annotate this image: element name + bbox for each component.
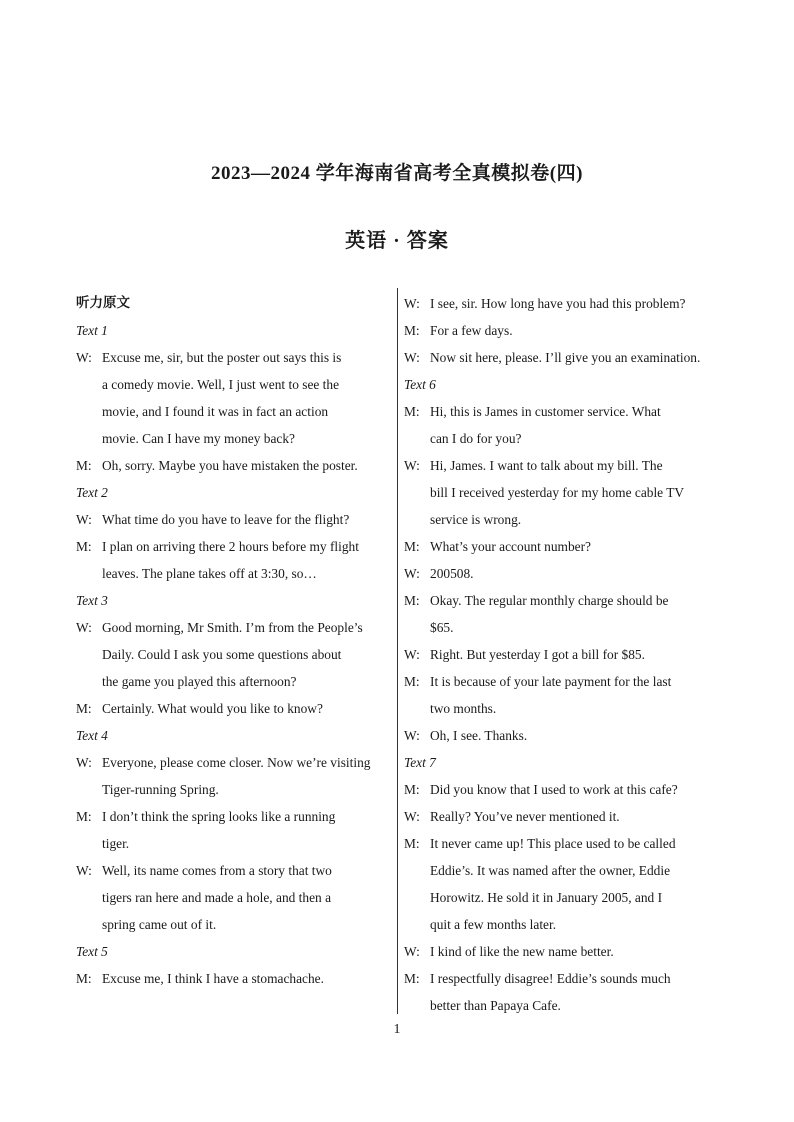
dialogue-text: Hi, James. I want to talk about my bill. The — [430, 458, 663, 473]
dialogue-line — [76, 695, 392, 722]
speaker-label: M: — [404, 674, 420, 689]
dialogue-line — [404, 317, 722, 344]
dialogue-line — [76, 803, 392, 830]
dialogue-text: Did you know that I used to work at this cafe? — [430, 782, 678, 797]
page-number: 1 — [393, 1022, 401, 1037]
right-transcript — [404, 290, 722, 1019]
dialogue-text: Oh, sorry. Maybe you have mistaken the poster. — [102, 458, 358, 473]
dialogue-continuation: service is wrong. — [430, 512, 522, 527]
speaker-label: M: — [404, 404, 420, 419]
speaker-label: W: — [404, 296, 420, 311]
dialogue-text: It never came up! This place used to be called — [430, 836, 676, 851]
dialogue-text: Well, its name comes from a story that two — [102, 863, 332, 878]
dialogue-continuation: leaves. The plane takes off at 3:30, so… — [102, 566, 317, 581]
dialogue-continuation: tigers ran here and made a hole, and then a — [102, 890, 332, 905]
dialogue-text: 200508. — [430, 566, 474, 581]
dialogue-text: Excuse me, I think I have a stomachache. — [102, 971, 324, 986]
dialogue-text: What’s your account number? — [430, 539, 592, 554]
text-label: Text 1 — [76, 323, 108, 338]
dialogue-continuation: the game you played this afternoon? — [102, 674, 297, 689]
text-label: Text 3 — [76, 593, 108, 608]
speaker-label: M: — [76, 458, 92, 473]
dialogue-continuation: two months. — [430, 701, 497, 716]
dialogue-continuation: $65. — [430, 620, 454, 635]
dialogue-text: I don’t think the spring looks like a running — [102, 809, 336, 824]
dialogue-line — [404, 290, 722, 317]
dialogue-text: I kind of like the new name better. — [430, 944, 614, 959]
speaker-label: W: — [76, 863, 92, 878]
dialogue-line — [404, 398, 722, 425]
dialogue-text: Excuse me, sir, but the poster out says this is — [102, 350, 342, 365]
dialogue-line — [404, 830, 722, 857]
dialogue-text: Everyone, please come closer. Now we’re visiting — [102, 755, 371, 770]
speaker-label: W: — [76, 620, 92, 635]
dialogue-line — [76, 344, 392, 371]
right-column — [404, 290, 722, 1019]
dialogue-line — [76, 749, 392, 776]
speaker-label: M: — [404, 593, 420, 608]
dialogue-text: Certainly. What would you like to know? — [102, 701, 323, 716]
dialogue-line — [76, 506, 392, 533]
dialogue-continuation: quit a few months later. — [430, 917, 557, 932]
speaker-label: W: — [76, 350, 92, 365]
dialogue-line — [76, 614, 392, 641]
dialogue-text: Right. But yesterday I got a bill for $85. — [430, 647, 645, 662]
dialogue-text: Really? You’ve never mentioned it. — [430, 809, 620, 824]
dialogue-text: I plan on arriving there 2 hours before my flight — [102, 539, 359, 554]
dialogue-continuation: Daily. Could I ask you some questions about — [102, 647, 342, 662]
dialogue-continuation: movie, and I found it was in fact an action — [102, 404, 329, 419]
dialogue-text: Now sit here, please. I’ll give you an examination. — [430, 350, 701, 365]
text-label: Text 2 — [76, 485, 108, 500]
speaker-label: M: — [76, 809, 92, 824]
dialogue-line — [404, 776, 722, 803]
page-title: 2023—2024 学年海南省高考全真模拟卷(四) — [211, 163, 583, 184]
dialogue-line — [404, 452, 722, 479]
dialogue-continuation: Horowitz. He sold it in January 2005, and I — [430, 890, 663, 905]
dialogue-continuation: Eddie’s. It was named after the owner, Eddie — [430, 863, 671, 878]
speaker-label: W: — [404, 809, 420, 824]
dialogue-text: Hi, this is James in customer service. What — [430, 404, 661, 419]
dialogue-text: What time do you have to leave for the flight? — [102, 512, 350, 527]
speaker-label: W: — [404, 728, 420, 743]
left-column — [76, 290, 392, 992]
dialogue-line — [404, 344, 722, 371]
dialogue-line — [404, 560, 722, 587]
left-transcript — [76, 317, 392, 992]
text-label: Text 6 — [404, 377, 436, 392]
speaker-label: W: — [404, 944, 420, 959]
speaker-label: W: — [76, 512, 92, 527]
dialogue-line — [76, 533, 392, 560]
dialogue-line — [404, 722, 722, 749]
speaker-label: M: — [404, 971, 420, 986]
text-label: Text 7 — [404, 755, 436, 770]
page-subtitle: 英语 · 答案 — [345, 230, 449, 252]
dialogue-text: Good morning, Mr Smith. I’m from the People’s — [102, 620, 363, 635]
dialogue-line — [404, 533, 722, 560]
speaker-label: M: — [76, 701, 92, 716]
section-heading: 听力原文 — [76, 295, 130, 311]
text-label: Text 4 — [76, 728, 108, 743]
dialogue-line — [404, 938, 722, 965]
dialogue-line — [404, 587, 722, 614]
dialogue-continuation: tiger. — [102, 836, 130, 851]
speaker-label: M: — [404, 782, 420, 797]
dialogue-text: Oh, I see. Thanks. — [430, 728, 528, 743]
dialogue-line — [76, 452, 392, 479]
speaker-label: W: — [404, 566, 420, 581]
dialogue-text: I see, sir. How long have you had this problem? — [430, 296, 686, 311]
dialogue-continuation: spring came out of it. — [102, 917, 217, 932]
speaker-label: W: — [404, 350, 420, 365]
dialogue-text: It is because of your late payment for the last — [430, 674, 672, 689]
dialogue-continuation: movie. Can I have my money back? — [102, 431, 295, 446]
speaker-label: M: — [76, 971, 92, 986]
dialogue-text: I respectfully disagree! Eddie’s sounds much — [430, 971, 671, 986]
dialogue-line — [76, 965, 392, 992]
speaker-label: W: — [404, 647, 420, 662]
column-divider — [397, 288, 398, 1014]
speaker-label: W: — [404, 458, 420, 473]
speaker-label: M: — [404, 323, 420, 338]
dialogue-continuation: can I do for you? — [430, 431, 522, 446]
dialogue-text: For a few days. — [430, 323, 513, 338]
dialogue-continuation: better than Papaya Cafe. — [430, 998, 561, 1013]
speaker-label: M: — [404, 539, 420, 554]
dialogue-continuation: Tiger-running Spring. — [102, 782, 219, 797]
speaker-label: M: — [76, 539, 92, 554]
dialogue-line — [76, 857, 392, 884]
text-label: Text 5 — [76, 944, 108, 959]
dialogue-continuation: a comedy movie. Well, I just went to see the — [102, 377, 340, 392]
dialogue-line — [404, 668, 722, 695]
dialogue-text: Okay. The regular monthly charge should be — [430, 593, 669, 608]
dialogue-line — [404, 641, 722, 668]
speaker-label: M: — [404, 836, 420, 851]
dialogue-line — [404, 965, 722, 992]
dialogue-line — [404, 803, 722, 830]
dialogue-continuation: bill I received yesterday for my home cable TV — [430, 485, 685, 500]
speaker-label: W: — [76, 755, 92, 770]
